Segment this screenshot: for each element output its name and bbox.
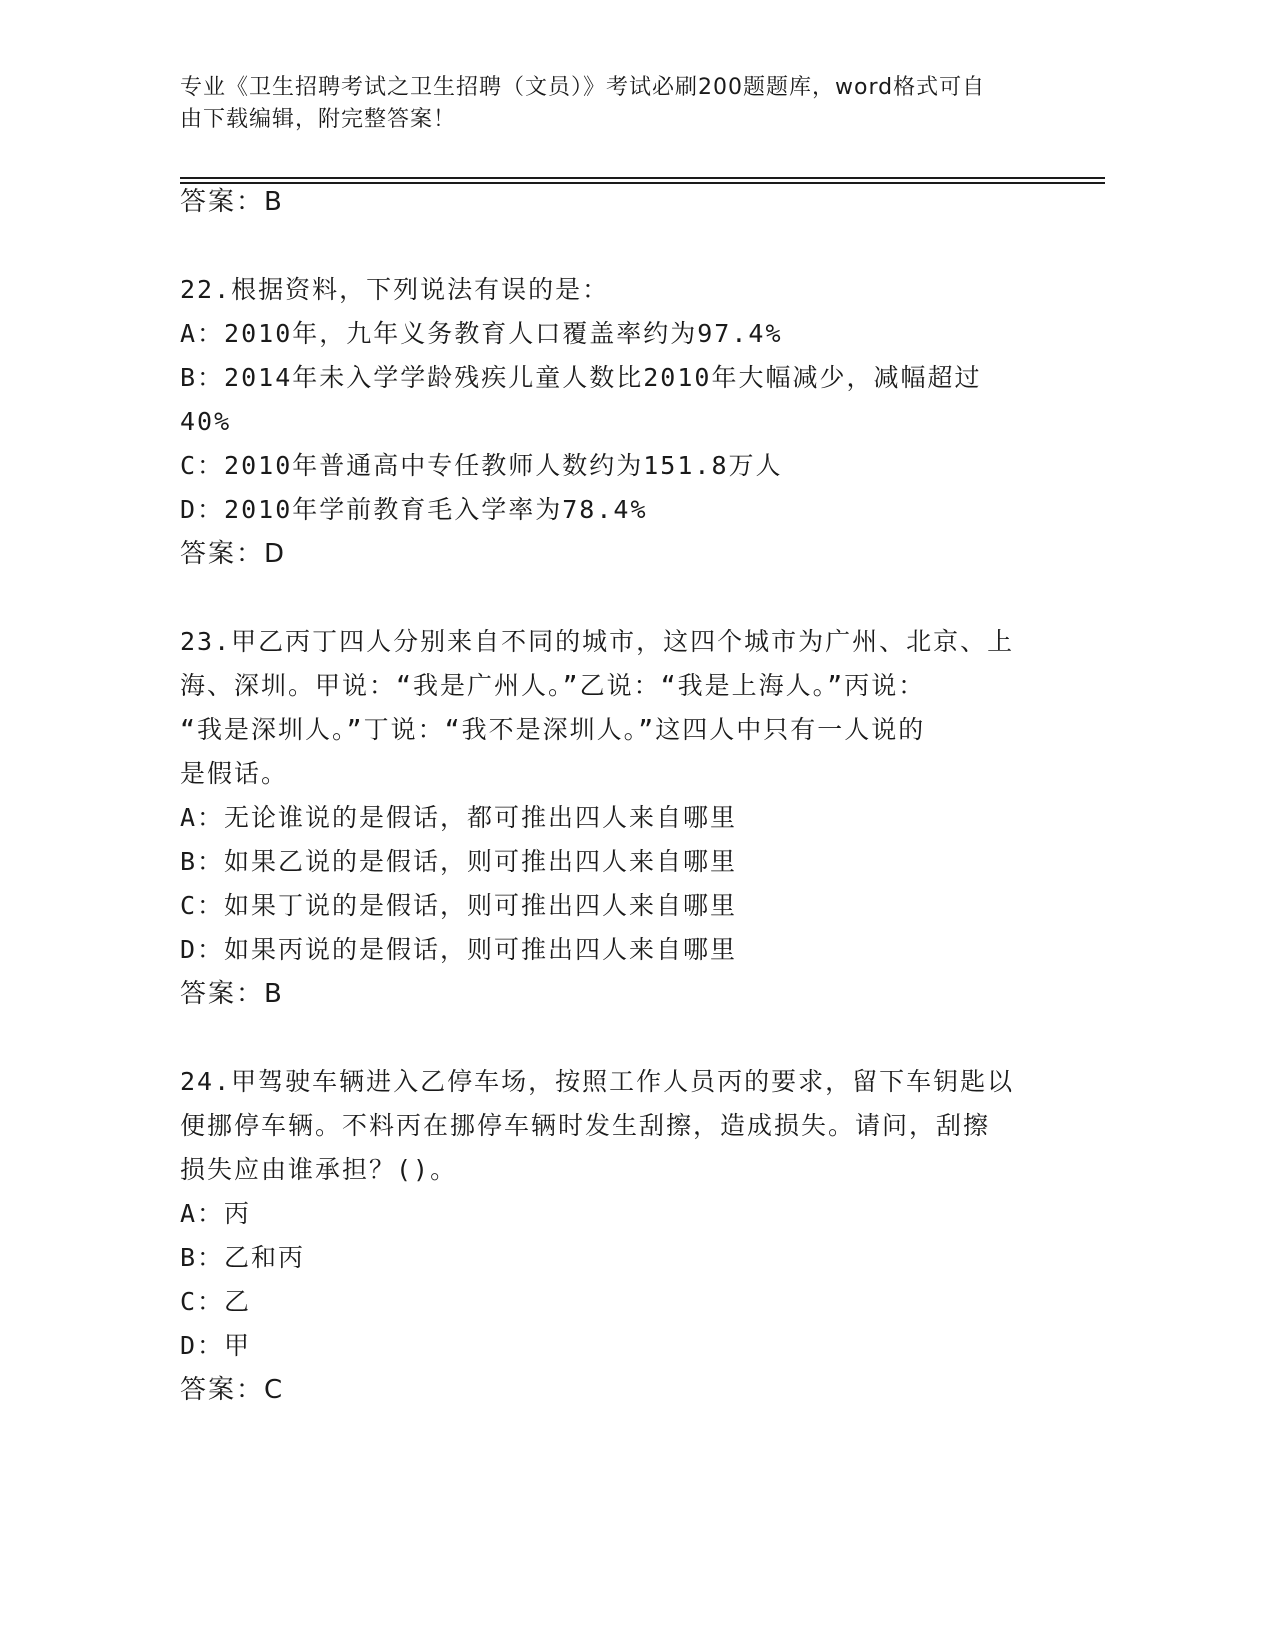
question-stem: 是假话。	[180, 759, 289, 788]
question-stem: 24.甲驾驶车辆进入乙停车场，按照工作人员丙的要求，留下车钥匙以	[180, 1067, 1015, 1096]
header-line: 专业《卫生招聘考试之卫生招聘（文员）》考试必刷200题题库，word格式可自	[180, 75, 986, 100]
header-line: 由下载编辑，附完整答案！	[180, 107, 457, 132]
option-b: B：如果乙说的是假话，则可推出四人来自哪里	[180, 847, 738, 876]
question-block	[180, 1060, 1080, 1412]
question-stem: 便挪停车辆。不料丙在挪停车辆时发生刮擦，造成损失。请问，刮擦	[180, 1111, 991, 1140]
document-header	[180, 72, 1050, 136]
option-b-continued: 40%	[180, 407, 232, 436]
question-stem: 海、深圳。甲说：“我是广州人。”乙说：“我是上海人。”丙说：	[180, 671, 926, 700]
answer-line: 答案：C	[180, 1375, 285, 1405]
option-d: D：甲	[180, 1331, 252, 1360]
option-a: A：无论谁说的是假话，都可推出四人来自哪里	[180, 803, 738, 832]
question-block	[180, 268, 1080, 576]
answer-line: 答案：B	[180, 187, 284, 217]
question-stem: “我是深圳人。”丁说：“我不是深圳人。”这四人中只有一人说的	[180, 715, 926, 744]
option-c: C：2010年普通高中专任教师人数约为151.8万人	[180, 451, 783, 480]
option-a: A：2010年，九年义务教育人口覆盖率约为97.4%	[180, 319, 783, 348]
option-b: B：乙和丙	[180, 1243, 306, 1272]
header-divider	[180, 177, 1105, 179]
option-c: C：如果丁说的是假话，则可推出四人来自哪里	[180, 891, 738, 920]
question-list	[180, 180, 1080, 1412]
option-a: A：丙	[180, 1199, 252, 1228]
question-stem: 23.甲乙丙丁四人分别来自不同的城市，这四个城市为广州、北京、上	[180, 627, 1015, 656]
answer-line: 答案：B	[180, 979, 284, 1009]
question-stem: 损失应由谁承担？()。	[180, 1155, 458, 1184]
question-stem: 22.根据资料，下列说法有误的是：	[180, 275, 610, 304]
answer-line: 答案：D	[180, 539, 287, 569]
option-d: D：如果丙说的是假话，则可推出四人来自哪里	[180, 935, 738, 964]
option-b: B：2014年未入学学龄残疾儿童人数比2010年大幅减少，减幅超过	[180, 363, 982, 392]
option-c: C：乙	[180, 1287, 252, 1316]
option-d: D：2010年学前教育毛入学率为78.4%	[180, 495, 648, 524]
question-block	[180, 620, 1080, 1016]
